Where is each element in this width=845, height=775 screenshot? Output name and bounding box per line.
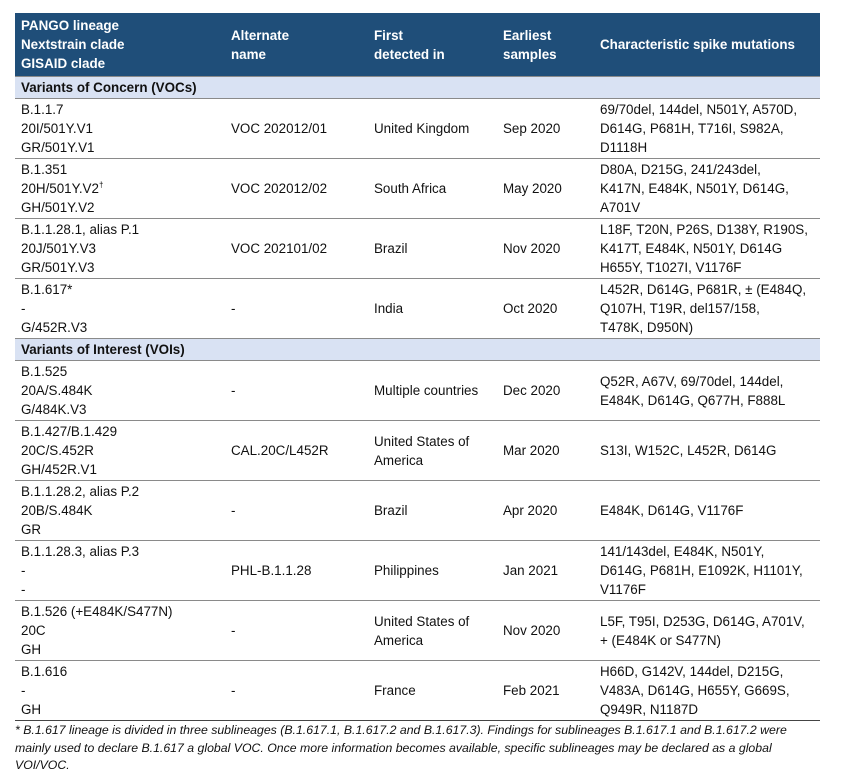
lineage-line <box>21 400 219 419</box>
lineage-text: - <box>21 683 26 698</box>
alternate-name-cell: VOC 202101/02 <box>225 219 368 279</box>
table-row <box>15 481 820 541</box>
lineage-line <box>21 460 219 479</box>
lineage-text: GR/501Y.V3 <box>21 260 95 275</box>
mutation-line: D614G, P681H, E1092K, H1101Y, <box>600 563 803 578</box>
lineage-cell <box>15 601 225 661</box>
alternate-name-cell: - <box>225 601 368 661</box>
mutation-line: E484K, D614G, Q677H, F888L <box>600 392 786 408</box>
mutation-line: H655Y, T1027I, V1176F <box>600 260 742 275</box>
lineage-text: GH <box>21 642 42 657</box>
lineage-line <box>21 179 219 198</box>
group-label: Variants of Interest (VOIs) <box>15 339 820 361</box>
lineage-cell <box>15 421 225 481</box>
lineage-line <box>21 640 219 659</box>
mutation-line: T478K, D950N) <box>600 320 694 335</box>
lineage-text: G/452R.V3 <box>21 320 88 335</box>
spike-mutations-cell <box>594 279 820 339</box>
lineage-line <box>21 501 219 520</box>
lineage-text: B.1.1.7 <box>21 102 64 117</box>
lineage-cell <box>15 219 225 279</box>
table-row <box>15 219 820 279</box>
mutation-line: V1176F <box>600 582 646 597</box>
first-detected-cell: Brazil <box>368 219 497 279</box>
mutation-line: Q52R, A67V, 69/70del, 144del, <box>600 373 784 389</box>
lineage-text: GR/501Y.V1 <box>21 140 95 155</box>
lineage-text: - <box>21 563 26 578</box>
lineage-text: 20I/501Y.V1 <box>21 121 93 136</box>
mutation-line: E484K, D614G, V1176F <box>600 503 744 518</box>
first-detected-cell: United States of America <box>368 601 497 661</box>
table-row <box>15 541 820 601</box>
earliest-samples-cell: Mar 2020 <box>497 421 594 481</box>
lineage-line <box>21 280 219 299</box>
alternate-name-cell: - <box>225 481 368 541</box>
lineage-text: GH <box>21 702 42 717</box>
mutation-line: D1118H <box>600 140 648 155</box>
mutation-line: L452R, D614G, P681R, ± (E484Q, <box>600 282 807 297</box>
mutation-line: L5F, T95I, D253G, D614G, A701V, <box>600 613 805 629</box>
lineage-line <box>21 621 219 640</box>
alternate-name-cell: VOC 202012/02 <box>225 159 368 219</box>
lineage-line <box>21 700 219 719</box>
lineage-line <box>21 580 219 599</box>
earliest-samples-cell: Dec 2020 <box>497 361 594 421</box>
lineage-line <box>21 561 219 580</box>
alternate-name-cell: - <box>225 279 368 339</box>
lineage-text: 20C <box>21 623 46 638</box>
lineage-text: 20C/S.452R <box>21 443 94 458</box>
alternate-name-cell: - <box>225 361 368 421</box>
table-row <box>15 279 820 339</box>
header-lineage: PANGO lineage Nextstrain clade GISAID clade <box>15 13 225 77</box>
lineage-cell <box>15 99 225 159</box>
mutation-line: L18F, T20N, P26S, D138Y, R190S, <box>600 222 808 237</box>
mutation-line: 141/143del, E484K, N501Y, <box>600 544 765 559</box>
lineage-text: GR <box>21 522 42 537</box>
first-detected-cell: France <box>368 661 497 721</box>
lineage-text: B.1.526 (+E484K/S477N) <box>21 604 173 619</box>
table-row <box>15 661 820 721</box>
lineage-text: B.1.351 <box>21 162 68 177</box>
spike-mutations-cell <box>594 661 820 721</box>
lineage-text: B.1.616 <box>21 664 68 679</box>
lineage-text: B.1.1.28.1, alias P.1 <box>21 222 140 237</box>
lineage-line <box>21 100 219 119</box>
lineage-line <box>21 441 219 460</box>
dagger-mark: † <box>98 180 104 190</box>
lineage-line <box>21 422 219 441</box>
lineage-line <box>21 681 219 700</box>
lineage-text: B.1.427/B.1.429 <box>21 424 118 439</box>
variants-table <box>15 13 820 721</box>
lineage-line <box>21 239 219 258</box>
alternate-name-cell: PHL-B.1.1.28 <box>225 541 368 601</box>
table-row <box>15 99 820 159</box>
spike-mutations-cell <box>594 159 820 219</box>
lineage-line <box>21 662 219 681</box>
table-row <box>15 601 820 661</box>
lineage-text: B.1.617* <box>21 282 73 297</box>
lineage-line <box>21 520 219 539</box>
footnote: * B.1.617 lineage is divided in three sublineages (B.1.617.1, B.1.617.2 and B.1.617.3). Findings for sublineages B.1.617.1 and B.1.617.2 were mainly used to declare B.1.617 a global VOC. Once more information becomes available, specific sublineages may be declared as a global VOI/VOC. <box>15 723 787 772</box>
header-earliest-samples: Earliest samples <box>497 13 594 77</box>
mutation-line: + (E484K or S477N) <box>600 632 721 648</box>
lineage-line <box>21 542 219 561</box>
lineage-cell <box>15 159 225 219</box>
group-header-row <box>15 77 820 99</box>
lineage-cell <box>15 661 225 721</box>
lineage-line <box>21 160 219 179</box>
first-detected-cell: Multiple countries <box>368 361 497 421</box>
lineage-cell <box>15 279 225 339</box>
mutation-line: Q949R, N1187D <box>600 702 699 717</box>
spike-mutations-cell <box>594 219 820 279</box>
group-header-row <box>15 339 820 361</box>
first-detected-cell: India <box>368 279 497 339</box>
lineage-line <box>21 198 219 217</box>
first-detected-cell: United States of America <box>368 421 497 481</box>
mutation-line: S13I, W152C, L452R, D614G <box>600 443 777 458</box>
lineage-line <box>21 381 219 400</box>
lineage-text: B.1.1.28.2, alias P.2 <box>21 484 140 499</box>
lineage-line <box>21 482 219 501</box>
earliest-samples-cell: Nov 2020 <box>497 219 594 279</box>
table-row <box>15 159 820 219</box>
spike-mutations-cell <box>594 541 820 601</box>
mutation-line: Q107H, T19R, del157/158, <box>600 301 760 316</box>
earliest-samples-cell: Sep 2020 <box>497 99 594 159</box>
spike-mutations-cell <box>594 421 820 481</box>
lineage-text: - <box>21 582 26 597</box>
lineage-text: 20A/S.484K <box>21 383 93 398</box>
mutation-line: D80A, D215G, 241/243del, <box>600 162 761 177</box>
lineage-line <box>21 362 219 381</box>
lineage-text: GH/452R.V1 <box>21 462 97 477</box>
lineage-text: GH/501Y.V2 <box>21 200 95 215</box>
first-detected-cell: South Africa <box>368 159 497 219</box>
group-label: Variants of Concern (VOCs) <box>15 77 820 99</box>
earliest-samples-cell: Oct 2020 <box>497 279 594 339</box>
table-row <box>15 361 820 421</box>
mutation-line: H66D, G142V, 144del, D215G, <box>600 664 784 679</box>
lineage-cell <box>15 361 225 421</box>
lineage-text: G/484K.V3 <box>21 402 87 417</box>
lineage-text: 20H/501Y.V2 <box>21 181 99 196</box>
header-spike-mutations: Characteristic spike mutations <box>594 13 820 77</box>
mutation-line: K417N, E484K, N501Y, D614G, <box>600 181 789 196</box>
mutation-line: A701V <box>600 200 641 215</box>
first-detected-cell: Philippines <box>368 541 497 601</box>
lineage-text: B.1.1.28.3, alias P.3 <box>21 544 140 559</box>
lineage-line <box>21 318 219 337</box>
header-first-detected: First detected in <box>368 13 497 77</box>
header-alternate-name: Alternate name <box>225 13 368 77</box>
lineage-line <box>21 602 219 621</box>
table-header-row <box>15 13 820 77</box>
spike-mutations-cell <box>594 481 820 541</box>
table-row <box>15 421 820 481</box>
earliest-samples-cell: Nov 2020 <box>497 601 594 661</box>
earliest-samples-cell: Feb 2021 <box>497 661 594 721</box>
lineage-line <box>21 258 219 277</box>
lineage-line <box>21 220 219 239</box>
spike-mutations-cell <box>594 361 820 421</box>
lineage-cell <box>15 481 225 541</box>
variants-table-container <box>15 13 820 775</box>
earliest-samples-cell: Jan 2021 <box>497 541 594 601</box>
first-detected-cell: United Kingdom <box>368 99 497 159</box>
alternate-name-cell: VOC 202012/01 <box>225 99 368 159</box>
lineage-cell <box>15 541 225 601</box>
lineage-text: - <box>21 301 26 316</box>
mutation-line: V483A, D614G, H655Y, G669S, <box>600 683 790 698</box>
alternate-name-cell: CAL.20C/L452R <box>225 421 368 481</box>
lineage-text: B.1.525 <box>21 364 68 379</box>
lineage-text: 20B/S.484K <box>21 503 93 518</box>
lineage-text: 20J/501Y.V3 <box>21 241 96 256</box>
earliest-samples-cell: May 2020 <box>497 159 594 219</box>
mutation-line: D614G, P681H, T716I, S982A, <box>600 121 784 136</box>
first-detected-cell: Brazil <box>368 481 497 541</box>
spike-mutations-cell <box>594 601 820 661</box>
lineage-line <box>21 299 219 318</box>
mutation-line: K417T, E484K, N501Y, D614G <box>600 241 783 256</box>
spike-mutations-cell <box>594 99 820 159</box>
lineage-line <box>21 138 219 157</box>
mutation-line: 69/70del, 144del, N501Y, A570D, <box>600 102 798 117</box>
alternate-name-cell: - <box>225 661 368 721</box>
lineage-line <box>21 119 219 138</box>
earliest-samples-cell: Apr 2020 <box>497 481 594 541</box>
